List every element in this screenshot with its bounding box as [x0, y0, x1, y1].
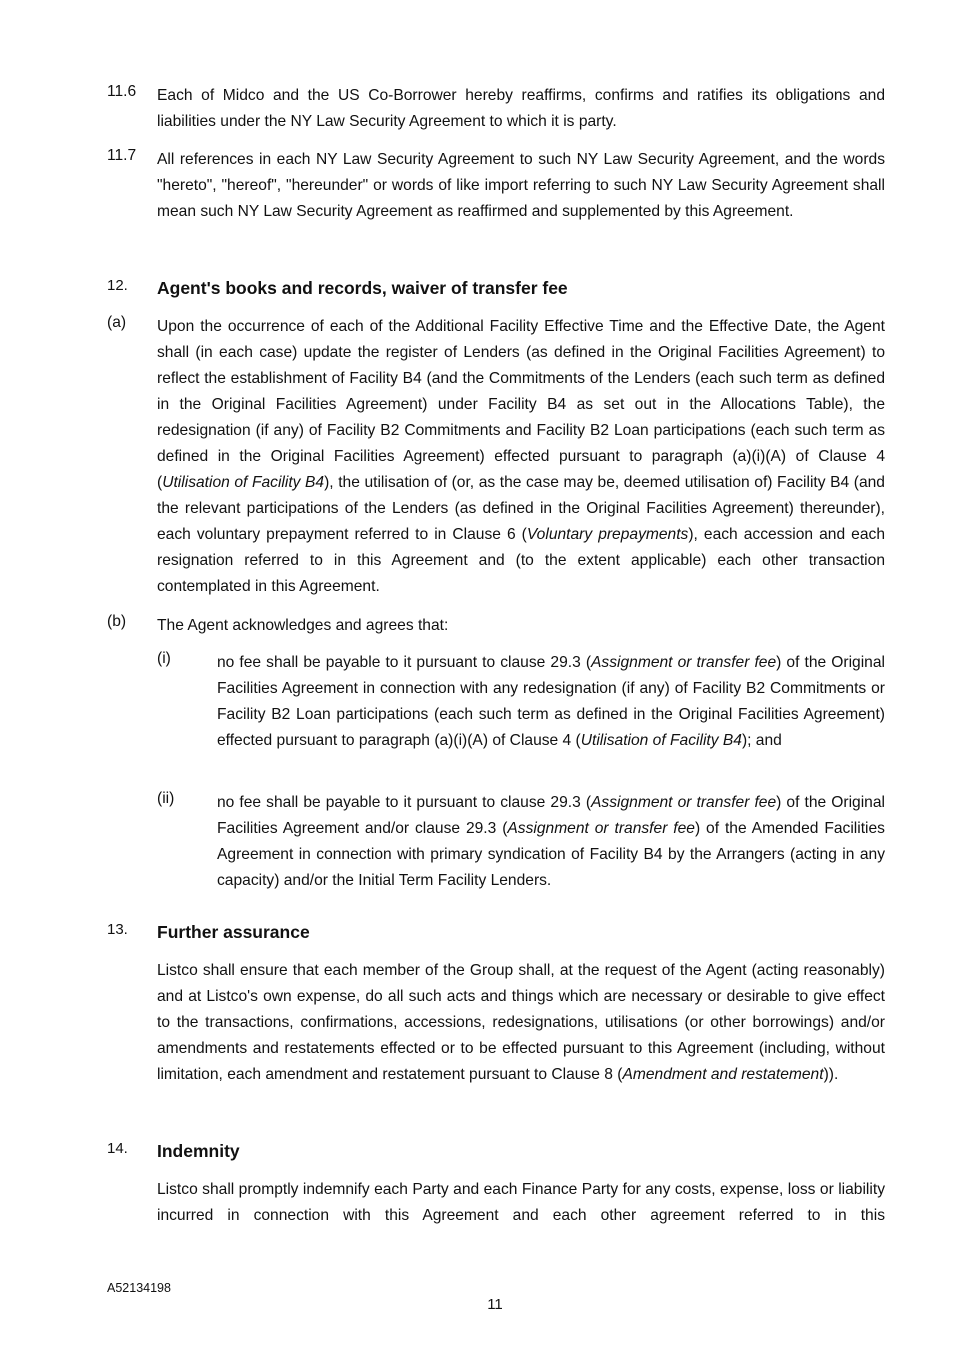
clause-13-heading-row [107, 919, 885, 945]
text-segment: no fee shall be payable to it pursuant to clause 29.3 ( [217, 654, 592, 671]
subparagraph-label: (ii) [157, 790, 175, 807]
paragraph-text [157, 958, 885, 1088]
paragraph-label: (b) [107, 613, 127, 630]
paragraph-text: Listco shall promptly indemnify each Party and each Finance Party for any costs, expense, loss or liability incurred in connection with this Agreement and each other agreement referred to in this [157, 1181, 885, 1224]
clause-13-body [107, 958, 885, 1088]
italic-reference: Assignment or transfer fee [591, 794, 777, 811]
clause-text: All references in each NY Law Security Agreement to such NY Law Security Agreement, and the words "hereto", "hereof", "hereunder" or words of like import referring to such NY Law Security Agreement shall mean such NY Law Security Agreement as reaffirmed and supplemented by this Agreement. [157, 151, 885, 220]
text-segment: ) of the Original Facilities Agreement and/or clause 29.3 ( [217, 794, 885, 837]
text-segment: Listco shall ensure that each member of the Group shall, at the request of the Agent (acting reasonably) and at Listco's own expense, do all such acts and things which are necessary or desirable to give effect to the transactions, confirmations, accessions, redesignations, utilisations (or other borrowings) and/or amendments and restatements effected or to be effected pursuant to this Agreement (including, without limitation, each amendment and restatement pursuant to Clause 8 ( [157, 962, 885, 1083]
text-segment: ), the utilisation of (or, as the case may be, deemed utilisation of) Facility B4 (and the relevant participations of the Lenders (as defined in the Original Facilities Agreement) thereunder), each voluntary prepayment referred to in Clause 6 ( [157, 474, 885, 543]
text-segment: no fee shall be payable to it pursuant to clause 29.3 ( [217, 794, 592, 811]
subparagraph-text [217, 650, 885, 754]
clause-12-b-i [107, 650, 885, 754]
clause-14-body [107, 1177, 885, 1229]
subparagraph-label: (i) [157, 650, 171, 667]
text-segment: ) of the Amended Facilities Agreement in connection with primary syndication of Facility B4 by the Arrangers (acting in any capacity) and/or the Initial Term Facility Lenders. [217, 820, 885, 889]
clause-12-b [107, 613, 885, 639]
paragraph-text: The Agent acknowledges and agrees that: [157, 617, 449, 634]
text-segment: Upon the occurrence of each of the Additional Facility Effective Time and the Effective Date, the Agent shall (in each case) update the register of Lenders (as defined in the Original Facilities Agreement) to reflect the establishment of Facility B4 (and the Commitments of the Lenders (each such term as defined in the Original Facilities Agreement) under Facility B4 as set out in the Allocations Table), the redesignation (if any) of Facility B2 Commitments and Facility B2 Loan participations (each such term as defined in the Original Facilities Agreement) effected pursuant to paragraph (a)(i)(A) of Clause 4 ( [157, 318, 885, 491]
italic-reference: Assignment or transfer fee [591, 654, 777, 671]
section-heading: Indemnity [157, 1141, 240, 1161]
page-number: 11 [487, 1296, 503, 1313]
clause-number: 11.7 [107, 147, 137, 164]
section-heading: Agent's books and records, waiver of transfer fee [157, 278, 568, 298]
clause-text: Each of Midco and the US Co-Borrower hereby reaffirms, confirms and ratifies its obligations and liabilities under the NY Law Security Agreement to which it is party. [157, 87, 885, 130]
clause-11-7 [107, 147, 885, 225]
document-reference: A52134198 [107, 1281, 171, 1295]
italic-reference: Utilisation of Facility B4 [580, 732, 742, 749]
clause-number: 14. [107, 1140, 128, 1157]
text-segment: ) of the Original Facilities Agreement in connection with any redesignation (if any) of Facility B2 Commitments or Facility B2 Loan participations (each such term as defined in the Original Facilities Agreement) effected pursuant to paragraph (a)(i)(A) of Clause 4 ( [217, 654, 885, 749]
italic-reference: Assignment or transfer fee [507, 820, 695, 837]
clause-number: 12. [107, 277, 128, 294]
clause-12-a [107, 314, 885, 600]
clause-number: 11.6 [107, 83, 137, 100]
clause-12-heading-row [107, 275, 885, 301]
italic-reference: Voluntary prepayments [526, 526, 689, 543]
clause-number: 13. [107, 921, 128, 938]
paragraph-text [157, 314, 885, 600]
clause-12-b-ii [107, 790, 885, 894]
text-segment: ), each accession and each resignation referred to in this Agreement and (to the extent applicable) each other transaction contemplated in this Agreement. [157, 526, 885, 595]
clause-11-6 [107, 83, 885, 135]
italic-reference: Utilisation of Facility B4 [162, 474, 325, 491]
text-segment: ); and [741, 732, 782, 749]
text-segment: )). [823, 1066, 839, 1083]
paragraph-label: (a) [107, 314, 127, 331]
section-heading: Further assurance [157, 922, 310, 942]
subparagraph-text [217, 790, 885, 894]
italic-reference: Amendment and restatement [622, 1066, 824, 1083]
clause-14-heading-row [107, 1138, 885, 1164]
